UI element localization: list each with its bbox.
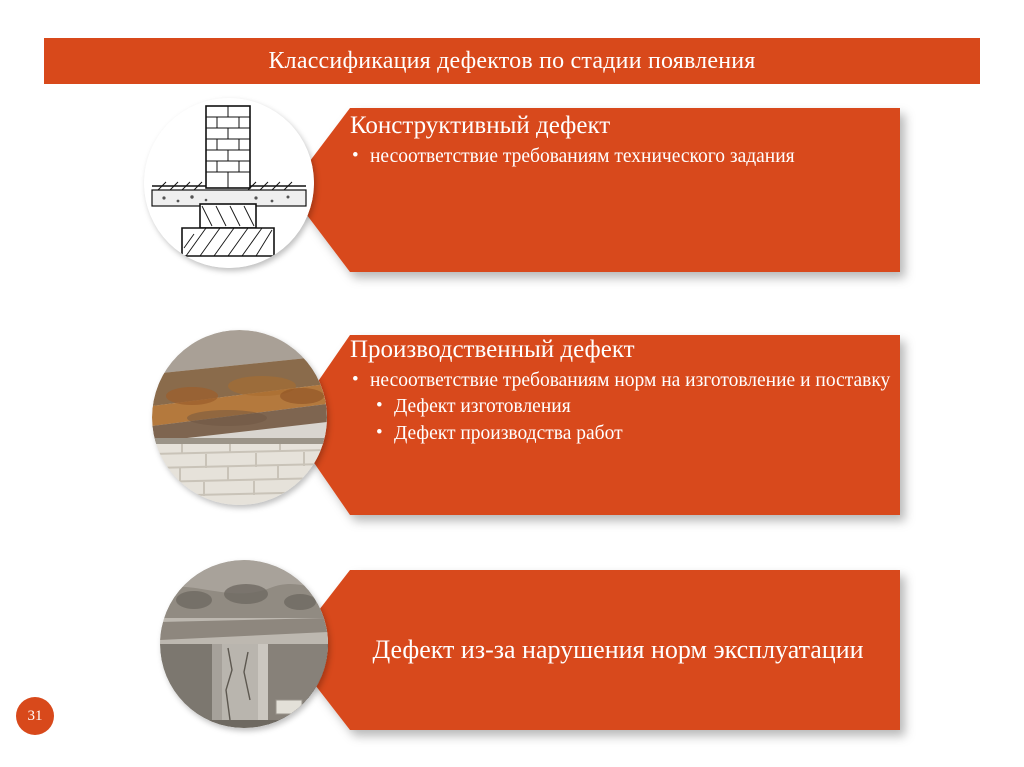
page-title: Классификация дефектов по стадии появления xyxy=(268,47,756,74)
image-rusted-steel-beam-photo xyxy=(152,330,327,505)
bullet-item: • несоответствие требованиям норм на изготовление и поставку xyxy=(350,369,895,393)
row-bullets-2 xyxy=(350,369,895,446)
bullet-item: • Дефект производства работ xyxy=(350,422,895,446)
row-bullets-1 xyxy=(350,145,895,169)
banner-content-3 xyxy=(330,570,890,730)
banner-content-2 xyxy=(350,332,895,512)
page-number-badge: 31 xyxy=(16,697,54,735)
image-damaged-concrete-column-photo xyxy=(160,560,328,728)
bullet-item: • несоответствие требованиям технического задания xyxy=(350,145,895,169)
row-heading-1: Конструктивный дефект xyxy=(350,112,611,139)
bullet-item: • Дефект изготовления xyxy=(350,395,895,419)
foundation-drawing-svg xyxy=(144,98,314,268)
concrete-column-photo-svg xyxy=(160,560,328,728)
banner-content-1 xyxy=(350,108,895,268)
steel-beam-photo-svg xyxy=(152,330,327,505)
slide-title-banner xyxy=(44,38,980,84)
row-heading-3: Дефект из-за нарушения норм эксплуатации xyxy=(372,634,864,664)
image-brick-column-foundation-drawing xyxy=(144,98,314,268)
row-heading-2: Производственный дефект xyxy=(350,336,635,363)
